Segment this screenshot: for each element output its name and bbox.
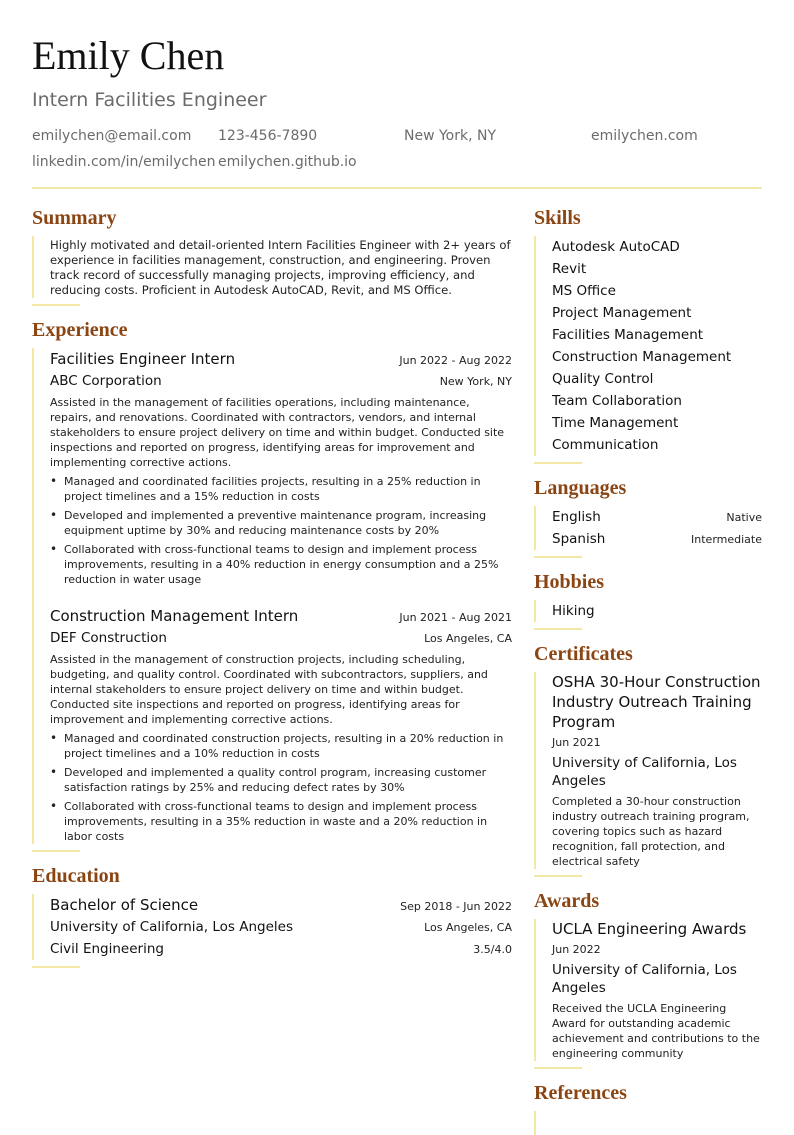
job-title: Facilities Engineer Intern	[50, 350, 236, 368]
section-divider	[534, 875, 582, 877]
award-title: UCLA Engineering Awards	[552, 920, 747, 938]
certificate-description: Completed a 30-hour construction industry outreach training program, covering topics such as hazard recognition, fall protection, and electrical safety	[552, 795, 750, 868]
contact-github-link[interactable]: emilychen.github.io	[218, 154, 357, 170]
bullet-icon: •	[50, 508, 58, 522]
bullet-icon: •	[50, 474, 58, 488]
bullet-icon: •	[50, 799, 58, 813]
candidate-role: Intern Facilities Engineer	[32, 89, 267, 111]
job-bullet: • Managed and coordinated facilities projects, resulting in a 25% reduction in project timelines and a 15% reduction in costs	[50, 474, 481, 503]
section-divider	[534, 628, 582, 630]
award-org: University of California, Los Angeles	[552, 962, 737, 996]
job-bullet: • Developed and implemented a quality control program, increasing customer satisfaction ratings by 25% and reducing defect rates by 30%	[50, 765, 487, 794]
certificate-org: University of California, Los Angeles	[552, 755, 737, 789]
bullet-icon: •	[50, 542, 58, 556]
section-divider	[32, 966, 80, 968]
section-divider	[32, 850, 80, 852]
experience-body	[32, 348, 512, 844]
bullet-icon: •	[50, 765, 58, 779]
education-dates: Sep 2018 - Jun 2022	[400, 900, 512, 913]
education-section	[32, 862, 512, 968]
header-divider	[32, 187, 762, 189]
skill-item: Communication	[552, 437, 659, 453]
certificates-section	[534, 640, 762, 877]
references-heading: References	[534, 1082, 627, 1104]
job-bullets	[50, 731, 512, 844]
language-item	[552, 506, 762, 528]
summary-text: Highly motivated and detail-oriented Intern Facilities Engineer with 2+ years of experience in facilities management, construction, and engineering. Proven track record of successfully managing projects, improving efficiency, and reducing costs. Proficient in Autodesk AutoCAD, Revit, and MS Office.	[50, 238, 511, 297]
job-bullet: • Collaborated with cross-functional teams to design and implement process improvements, resulting in a 35% reduction in waste and a 20% reduction in labor costs	[50, 799, 488, 843]
section-divider	[32, 304, 80, 306]
contact-website-link[interactable]: emilychen.com	[591, 128, 698, 144]
award-date: Jun 2022	[552, 943, 601, 956]
references-body	[534, 1111, 762, 1135]
language-name: Spanish	[552, 531, 606, 547]
job-description: Assisted in the management of facilities operations, including maintenance, repairs, and renovations. Coordinated with contractors, vendors, and internal stakeholders to ensure project delivery on time and within budget. Conducted site inspections and reported on progress, identifying areas for improvement and implementing corrective actions.	[50, 396, 505, 469]
skills-heading: Skills	[534, 207, 581, 229]
job-bullets	[50, 474, 512, 587]
contact-linkedin-link[interactable]: linkedin.com/in/emilychen	[32, 154, 216, 170]
hobbies-section	[534, 568, 762, 630]
skill-item: Team Collaboration	[552, 393, 682, 409]
education-heading: Education	[32, 865, 120, 887]
job-dates: Jun 2022 - Aug 2022	[399, 354, 512, 367]
experience-section	[32, 316, 512, 852]
skill-item: Construction Management	[552, 349, 732, 365]
hobby-item: Hiking	[552, 603, 595, 619]
job-company: DEF Construction	[50, 630, 167, 646]
skill-item: Quality Control	[552, 371, 654, 387]
job-description: Assisted in the management of construction projects, including scheduling, budgeting, and quality control. Coordinated with subcontractors, suppliers, and internal stakeholders to ensure project delivery on time and within budget. Conducted site inspections and reported on progress, identifying areas for improvement and implementing corrective actions.	[50, 653, 488, 726]
hobbies-heading: Hobbies	[534, 571, 605, 593]
certificate-title: OSHA 30-Hour Construction Industry Outreach Training Program	[552, 673, 761, 731]
language-level: Native	[726, 511, 762, 524]
skills-body	[534, 236, 762, 456]
certificates-heading: Certificates	[534, 643, 633, 665]
awards-body	[534, 919, 762, 1061]
skill-item: MS Office	[552, 283, 616, 299]
candidate-name: Emily Chen	[32, 33, 225, 78]
award-description: Received the UCLA Engineering Award for outstanding academic achievement and contributions to the engineering community	[552, 1002, 760, 1060]
section-divider	[534, 1067, 582, 1069]
skills-section	[534, 204, 762, 464]
section-divider	[534, 462, 582, 464]
awards-section	[534, 887, 762, 1069]
skill-item: Revit	[552, 261, 587, 277]
awards-heading: Awards	[534, 890, 600, 912]
bullet-icon: •	[50, 731, 58, 745]
languages-heading: Languages	[534, 477, 627, 499]
certificate-date: Jun 2021	[552, 736, 601, 749]
skill-item: Project Management	[552, 305, 692, 321]
job-title: Construction Management Intern	[50, 607, 299, 625]
left-column	[32, 204, 512, 978]
job-company: ABC Corporation	[50, 373, 162, 389]
job-location: New York, NY	[439, 375, 512, 388]
right-column	[534, 204, 762, 1135]
school-location: Los Angeles, CA	[424, 921, 512, 934]
skill-item: Time Management	[552, 415, 679, 431]
language-item	[552, 528, 762, 550]
summary-body	[32, 236, 512, 298]
references-section	[534, 1079, 762, 1135]
education-body	[32, 894, 512, 960]
languages-body	[534, 506, 762, 550]
skill-item: Autodesk AutoCAD	[552, 239, 680, 255]
language-name: English	[552, 509, 601, 525]
experience-heading: Experience	[32, 319, 128, 341]
job-entry	[50, 348, 512, 587]
degree: Bachelor of Science	[50, 896, 199, 914]
job-bullet: • Managed and coordinated construction projects, resulting in a 20% reduction in project timelines and a 10% reduction in costs	[50, 731, 504, 760]
school: University of California, Los Angeles	[50, 919, 294, 935]
summary-section	[32, 204, 512, 306]
summary-heading: Summary	[32, 207, 117, 229]
language-level: Intermediate	[691, 533, 762, 546]
major: Civil Engineering	[50, 941, 164, 957]
contact-location: New York, NY	[404, 128, 497, 144]
languages-section	[534, 474, 762, 558]
gpa: 3.5/4.0	[473, 943, 512, 956]
hobbies-body	[534, 600, 762, 622]
job-entry	[50, 605, 512, 844]
job-dates: Jun 2021 - Aug 2021	[399, 611, 512, 624]
job-bullet: • Developed and implemented a preventive maintenance program, increasing equipment uptime by 30% and reducing maintenance costs by 20%	[50, 508, 487, 537]
skill-item: Facilities Management	[552, 327, 704, 343]
job-location: Los Angeles, CA	[424, 632, 512, 645]
job-bullet: • Collaborated with cross-functional teams to design and implement process improvements, resulting in a 40% reduction in energy consumption and a 25% reduction in water usage	[50, 542, 499, 586]
contact-email-link[interactable]: emilychen@email.com	[32, 128, 192, 144]
contact-phone: 123-456-7890	[218, 128, 318, 144]
certificates-body	[534, 672, 762, 869]
section-divider	[534, 556, 582, 558]
